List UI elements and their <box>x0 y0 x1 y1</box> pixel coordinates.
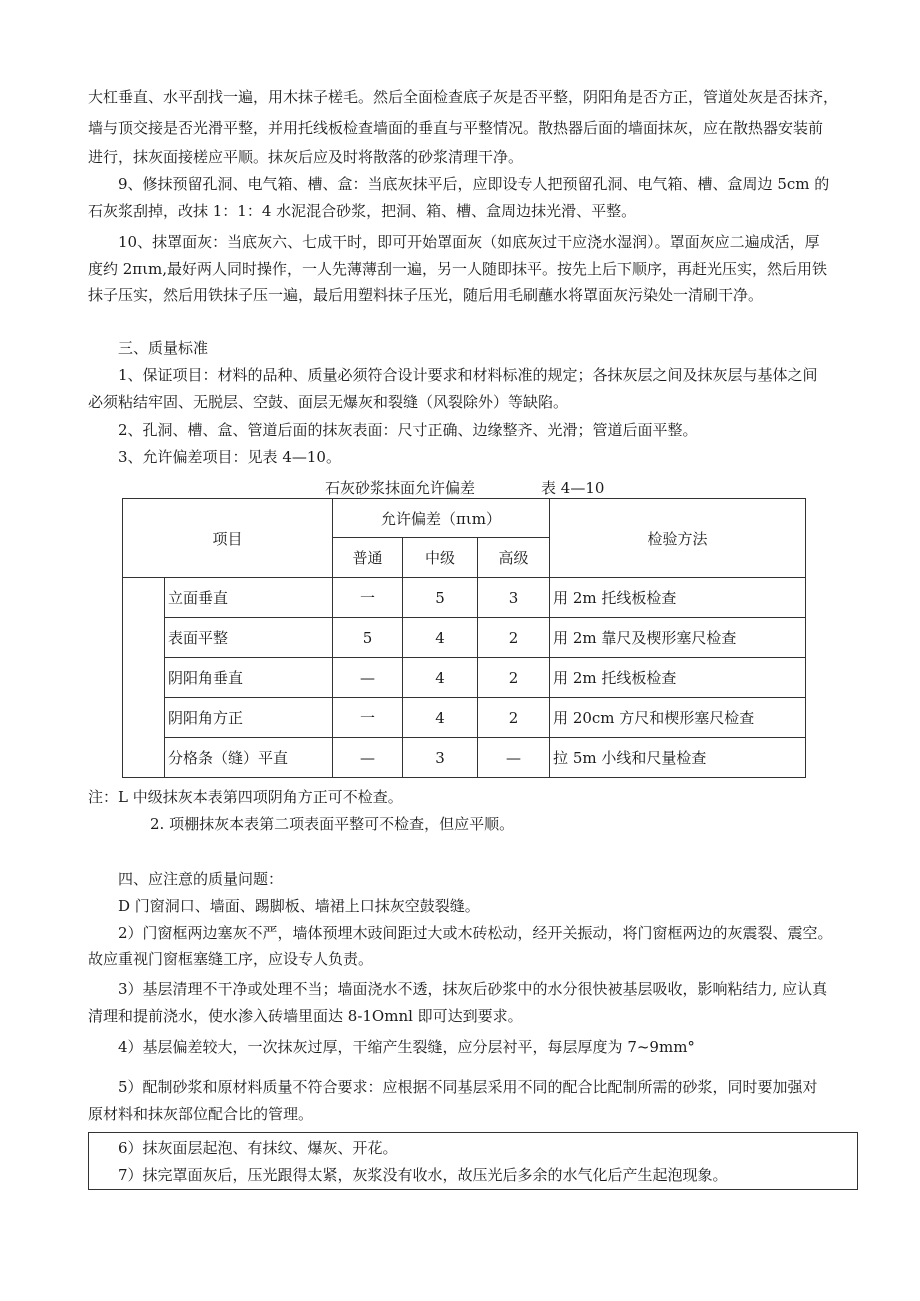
paragraph-line: 原材料和抹灰部位配合比的管理。 <box>88 1105 314 1123</box>
paragraph-line: 故应重视门窗框塞缝工序，应设专人负责。 <box>88 950 374 968</box>
cell-normal: 一 <box>333 698 403 738</box>
cell-high: — <box>478 738 550 778</box>
paragraph-line: 3）基层清理不干净或处理不当；墙面浇水不透，抹灰后砂浆中的水分很快被基层吸收，影响粘结力, 应认真 <box>118 980 828 998</box>
cell-high: 2 <box>478 618 550 658</box>
cell-method: 用 20cm 方尺和楔形塞尺检查 <box>550 698 806 738</box>
cell-method: 用 2m 托线板检查 <box>550 658 806 698</box>
section-title: 四、应注意的质量问题： <box>118 870 284 888</box>
paragraph-line: 10、抹罩面灰：当底灰六、七成干时，即可开始罩面灰（如底灰过干应浇水湿润）。罩面灰应二遍成活，厚 <box>118 233 820 251</box>
paragraph-line: 进行，抹灰面接槎应平顺。抹灰后应及时将散落的砂浆清理干净。 <box>88 148 524 166</box>
cell-method: 用 2m 靠尺及楔形塞尺检查 <box>550 618 806 658</box>
cell-high: 2 <box>478 658 550 698</box>
paragraph-line: D 门窗洞口、墙面、踢脚板、墙裙上口抹灰空鼓裂缝。 <box>118 897 480 915</box>
cell-item: 立面垂直 <box>165 578 333 618</box>
table-caption <box>325 477 604 499</box>
subheader-normal: 普通 <box>333 538 403 578</box>
cell-high: 3 <box>478 578 550 618</box>
cell-normal: 5 <box>333 618 403 658</box>
cell-medium: 4 <box>403 658 478 698</box>
subheader-medium: 中级 <box>403 538 478 578</box>
paragraph-line: 9、修抹预留孔洞、电气箱、槽、盒：当底灰抹平后，应即设专人把预留孔洞、电气箱、槽、盒周边 5cm 的 <box>118 175 830 193</box>
paragraph-line: 必须粘结牢固、无脱层、空鼓、面层无爆灰和裂缝（风裂除外）等缺陷。 <box>88 393 569 411</box>
paragraph-line: 4）基层偏差较大，一次抹灰过厚，干缩产生裂缝，应分层衬平，每层厚度为 7~9mm° <box>118 1038 695 1056</box>
cell-method: 拉 5m 小线和尺量检查 <box>550 738 806 778</box>
paragraph-line: 抹子压实，然后用铁抹子压一遍，最后用塑料抹子压光，随后用毛刷蘸水将罩面灰污染处一清刷干净。 <box>88 286 764 304</box>
table-row <box>123 738 806 778</box>
cell-normal: — <box>333 738 403 778</box>
cell-normal: 一 <box>333 578 403 618</box>
cell-item: 阴阳角方正 <box>165 698 333 738</box>
table-index-cell <box>123 578 165 778</box>
table-row <box>123 618 806 658</box>
paragraph-line: 5）配制砂浆和原材料质量不符合要求：应根据不同基层采用不同的配合比配制所需的砂浆，同时要加强对 <box>118 1078 818 1096</box>
cell-item: 表面平整 <box>165 618 333 658</box>
paragraph-line: 6）抹灰面层起泡、有抹纹、爆灰、开花。 <box>118 1139 398 1157</box>
paragraph-line: 大杠垂直、水平刮找一遍，用木抹子槎毛。然后全面检查底子灰是否平整，阴阳角是否方正，管道处灰是否抹齐， <box>88 88 839 106</box>
table-note: 注：L 中级抹灰本表第四项阴角方正可不检查。 <box>88 788 403 806</box>
paragraph-line: 度约 2πιm,最好两人同时操作，一人先薄薄刮一遍，另一人随即抹平。按先上后下顺序，再赶光压实，然后用铁 <box>88 260 828 278</box>
table-row <box>123 698 806 738</box>
header-tolerance: 允许偏差（πιm） <box>333 499 550 538</box>
tolerance-table <box>122 498 806 778</box>
table-row <box>123 578 806 618</box>
cell-medium: 4 <box>403 698 478 738</box>
header-method: 检验方法 <box>550 499 806 578</box>
cell-medium: 3 <box>403 738 478 778</box>
paragraph-line: 清理和提前浇水，使水渗入砖墙里面达 8-1Omnl 即可达到要求。 <box>88 1007 523 1025</box>
paragraph-line: 7）抹完罩面灰后，压光跟得太紧，灰浆没有收水，故压光后多余的水气化后产生起泡现象。 <box>118 1166 728 1184</box>
header-item: 项目 <box>123 499 333 578</box>
table-note: 2. 项棚抹灰本表第二项表面平整可不检查，但应平顺。 <box>150 815 515 833</box>
section-title: 三、质量标准 <box>118 339 209 357</box>
paragraph-line: 2）门窗框两边塞灰不严，墙体预埋木豉间距过大或木砖松动，经开关振动，将门窗框两边的灰震裂、震空。 <box>118 924 833 942</box>
boxed-section <box>88 1132 858 1190</box>
cell-high: 2 <box>478 698 550 738</box>
cell-item: 分格条（缝）平直 <box>165 738 333 778</box>
paragraph-line: 1、保证项目：材料的品种、质量必须符合设计要求和材料标准的规定；各抹灰层之间及抹灰层与基体之间 <box>118 366 818 384</box>
table-title: 石灰砂浆抹面允许偏差 <box>325 479 476 497</box>
cell-medium: 4 <box>403 618 478 658</box>
table-number: 表 4—10 <box>541 479 605 497</box>
cell-method: 用 2m 托线板检查 <box>550 578 806 618</box>
subheader-high: 高级 <box>478 538 550 578</box>
paragraph-line: 3、允许偏差项目：见表 4—10。 <box>118 448 341 466</box>
cell-item: 阴阳角垂直 <box>165 658 333 698</box>
paragraph-line: 石灰浆刮掉，改抹 1：1：4 水泥混合砂浆，把洞、箱、槽、盒周边抹光滑、平整。 <box>88 202 637 220</box>
paragraph-line: 墙与顶交接是否光滑平整，并用托线板检查墙面的垂直与平整情况。散热器后面的墙面抹灰，应在散热器安装前 <box>88 119 824 137</box>
cell-medium: 5 <box>403 578 478 618</box>
paragraph-line: 2、孔洞、槽、盒、管道后面的抹灰表面：尺寸正确、边缘整齐、光滑；管道后面平整。 <box>118 421 698 439</box>
table-row <box>123 658 806 698</box>
cell-normal: — <box>333 658 403 698</box>
